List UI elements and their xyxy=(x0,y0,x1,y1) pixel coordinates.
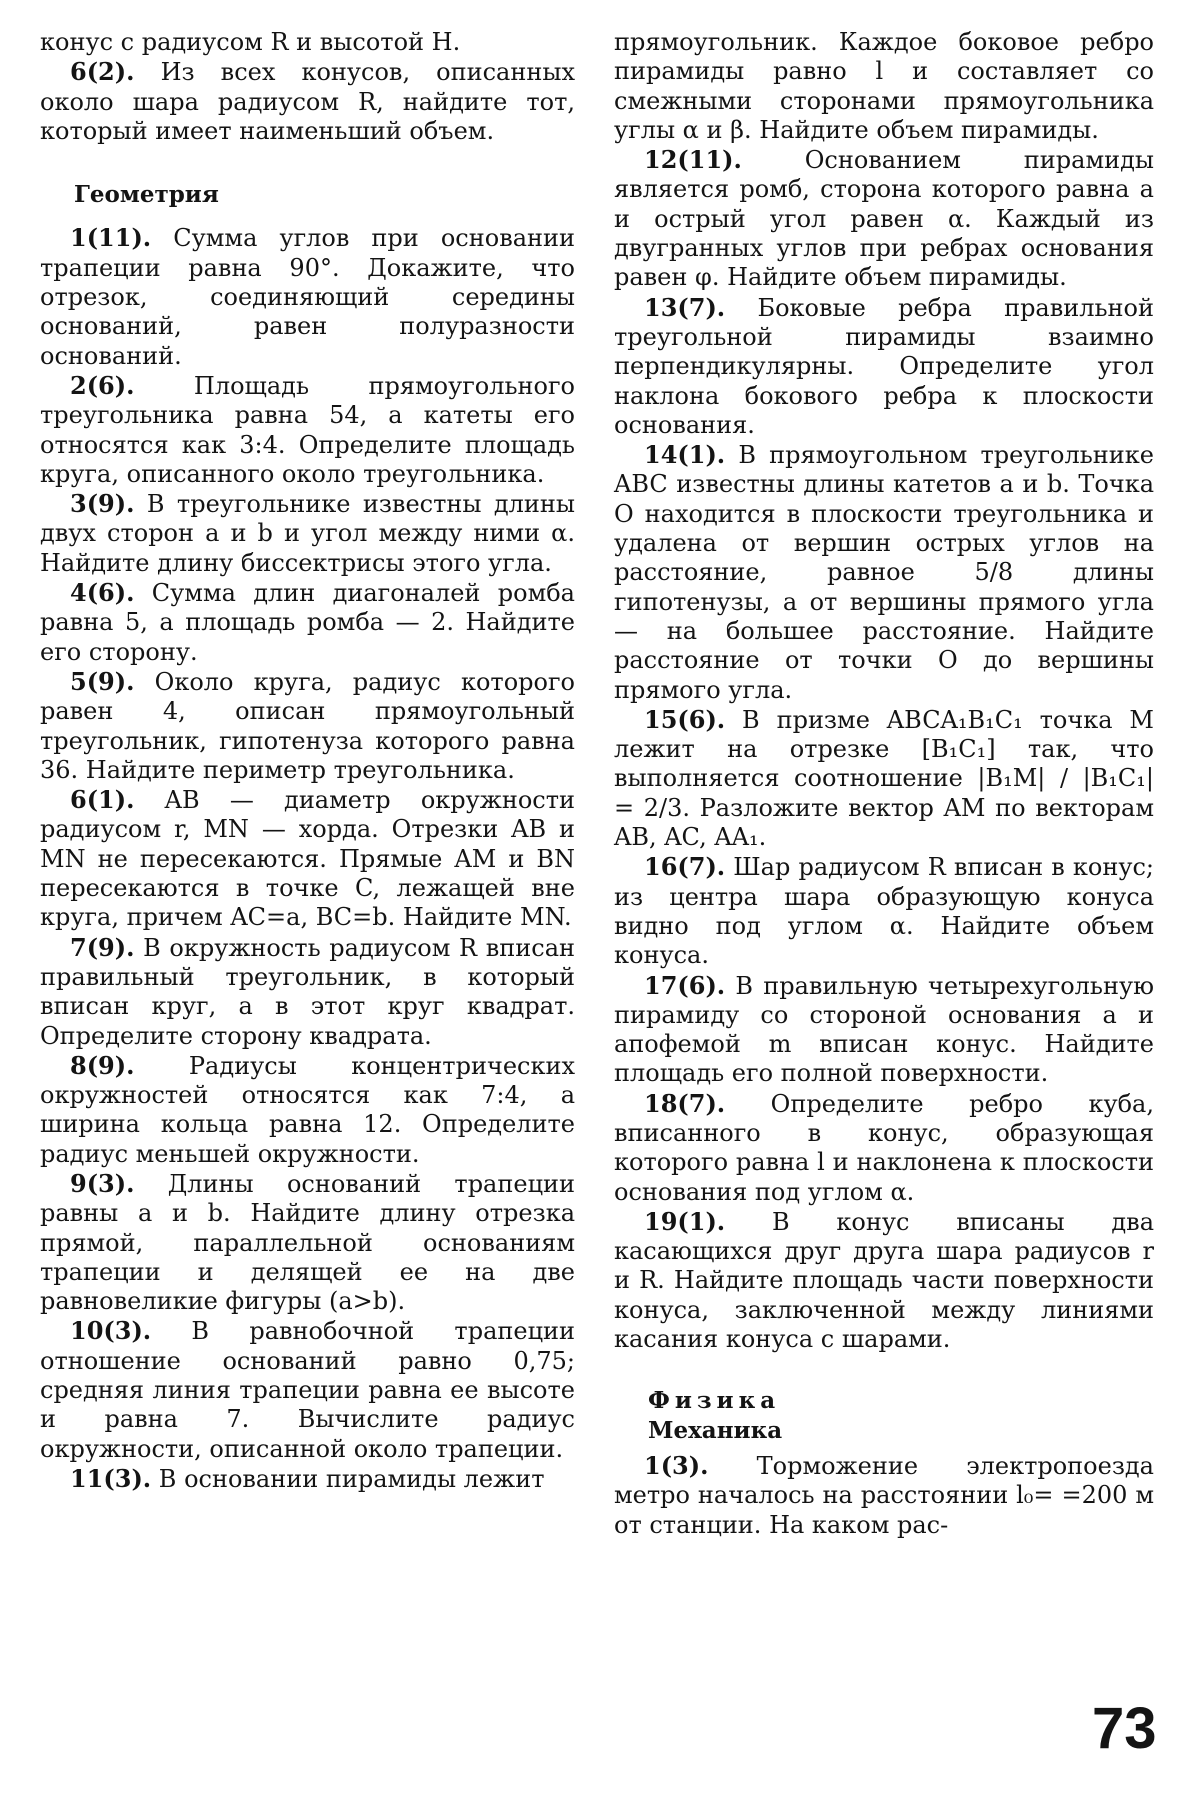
problem-item xyxy=(614,705,1154,852)
problem-number: 16(7). xyxy=(644,852,726,882)
problem-item xyxy=(614,1451,1154,1540)
section-heading-physics: Физика xyxy=(648,1387,781,1415)
problem-item xyxy=(40,933,575,1051)
problem-item xyxy=(40,1169,575,1316)
problem-text: Сумма длин диагоналей ромба равна 5, а площадь ромба — 2. Найдите его сторону. xyxy=(40,579,575,666)
problem-continuation: прямоугольник. Каждое боковое ребро пирамиды равно l и составляет со смежными сторонами прямоугольника углы α и β. Найдите объем пирамиды. xyxy=(614,28,1154,144)
problem-number: 10(3). xyxy=(70,1316,152,1346)
problem-number: 12(11). xyxy=(644,145,742,175)
problem-number: 2(6). xyxy=(70,370,135,400)
problem-text: В равнобочной трапеции отношение оснований равно 0,75; средняя линия трапеции равна ее высоте и равна 7. Вычислите радиус окружности, описанной около трапеции. xyxy=(40,1317,575,1463)
problem-number: 3(9). xyxy=(70,489,135,519)
problem-text: Торможение электропоезда метро началось на расстоянии l₀= =200 м от станции. На каком рас- xyxy=(614,1451,1154,1539)
problem-number: 1(11). xyxy=(70,223,152,253)
problem-text: Сумма углов при основании трапеции равна 90°. Докажите, что отрезок, соединяющий середины оснований, равен полуразности оснований. xyxy=(40,224,575,370)
problem-item xyxy=(40,371,575,489)
problem-text: Из всех конусов, описанных около шара радиусом R, найдите тот, который имеет наименьший объем. xyxy=(40,58,575,145)
problem-text: В прямоугольном треугольнике ABC известны длины катетов a и b. Точка O находится в плоскости треугольника и удалена от вершин острых углов на расстояние, равное 5/8 длины гипотенузы, а от вершины прямого угла — на большее расстояние. Найдите расстояние от точки O до вершины прямого угла. xyxy=(614,441,1154,704)
intro-continuation: конус с радиусом R и высотой H. xyxy=(40,28,461,56)
problem-item xyxy=(40,489,575,578)
problem-text: Шар радиусом R вписан в конус; из центра шара образующую конуса видно под углом α. Найдите объем конуса. xyxy=(614,853,1154,970)
problem-text: Радиусы концентрических окружностей относятся как 7:4, а ширина кольца равна 12. Определите радиус меньшей окружности. xyxy=(40,1051,575,1168)
problem-item xyxy=(40,1051,575,1169)
left-column xyxy=(40,28,575,1494)
problem-number: 13(7). xyxy=(644,292,726,322)
problem-number: 7(9). xyxy=(70,932,135,962)
right-column xyxy=(614,28,1154,1540)
problem-item xyxy=(40,785,575,932)
problem-text: Длины оснований трапеции равны a и b. Найдите длину отрезка прямой, параллельной основаниям трапеции и делящей ее на две равновеликие фигуры (a>b). xyxy=(40,1169,575,1316)
problem-text: Основанием пирамиды является ромб, сторона которого равна a и острый угол равен α. Каждый из двугранных углов при ребрах основания равен φ. Найдите объем пирамиды. xyxy=(614,146,1154,292)
problem-text: В окружность радиусом R вписан правильный треугольник, в который вписан круг, а в этот круг квадрат. Определите сторону квадрата. xyxy=(40,933,575,1050)
problem-item xyxy=(40,57,575,146)
problem-number: 4(6). xyxy=(70,578,135,608)
problem-item xyxy=(40,667,575,785)
problem-number: 15(6). xyxy=(644,704,726,734)
problem-text: В треугольнике известны длины двух сторон a и b и угол между ними α. Найдите длину биссектрисы этого угла. xyxy=(40,490,575,577)
problem-number: 6(2). xyxy=(70,57,135,87)
page-number: 73 xyxy=(1092,1696,1157,1761)
problem-number: 1(3). xyxy=(644,1450,709,1480)
problem-item xyxy=(614,1089,1154,1207)
problem-number: 8(9). xyxy=(70,1050,135,1080)
problem-text: Определите ребро куба, вписанного в конус, образующая которого равна l и наклонена к плоскости основания под углом α. xyxy=(614,1089,1154,1206)
problem-text: В конус вписаны два касающихся друг друга шара радиусов r и R. Найдите площадь части поверхности конуса, заключенной между линиями касания конуса с шарами. xyxy=(614,1207,1154,1354)
problem-item xyxy=(40,1464,575,1494)
problem-text: AB — диаметр окружности радиусом r, MN — хорда. Отрезки AB и MN не пересекаются. Прямые AM и BN пересекаются в точке C, лежащей вне круга, причем AC=a, BC=b. Найдите MN. xyxy=(40,786,575,932)
problem-number: 17(6). xyxy=(644,970,726,1000)
problem-number: 18(7). xyxy=(644,1088,726,1118)
problem-number: 19(1). xyxy=(644,1206,726,1236)
problem-text: Около круга, радиус которого равен 4, описан прямоугольный треугольник, гипотенуза которого равна 36. Найдите периметр треугольника. xyxy=(40,667,575,784)
problem-number: 9(3). xyxy=(70,1168,135,1198)
problem-number: 5(9). xyxy=(70,666,135,696)
problem-text: В правильную четырехугольную пирамиду со стороной основания a и апофемой m вписан конус. Найдите площадь его полной поверхности. xyxy=(614,971,1154,1088)
problem-text: Боковые ребра правильной треугольной пирамиды взаимно перпендикулярны. Определите угол наклона бокового ребра к плоскости основания. xyxy=(614,293,1154,439)
problem-item xyxy=(614,145,1154,292)
problem-text: В призме ABCA₁B₁C₁ точка M лежит на отрезке [B₁C₁] так, что выполняется соотношение |B₁M| / |B₁C₁| = 2/3. Разложите вектор AM по векторам AB, AC, AA₁. xyxy=(614,705,1154,852)
section-heading-mechanics: Механика xyxy=(648,1416,783,1444)
problem-item xyxy=(40,223,575,370)
problem-item xyxy=(40,578,575,667)
problem-item xyxy=(614,852,1154,970)
problem-number: 14(1). xyxy=(644,440,726,470)
problem-text: Площадь прямоугольного треугольника равна 54, а катеты его относятся как 3:4. Определите площадь круга, описанного около треугольника. xyxy=(40,371,575,488)
problem-item xyxy=(614,971,1154,1089)
problem-item xyxy=(40,1316,575,1463)
problem-item xyxy=(614,293,1154,440)
section-heading-geometry: Геометрия xyxy=(74,181,219,209)
problem-text: В основании пирамиды лежит xyxy=(151,1464,545,1493)
problem-item xyxy=(614,440,1154,705)
problem-number: 11(3). xyxy=(70,1463,152,1493)
problem-number: 6(1). xyxy=(70,785,135,815)
problem-item xyxy=(614,1207,1154,1354)
